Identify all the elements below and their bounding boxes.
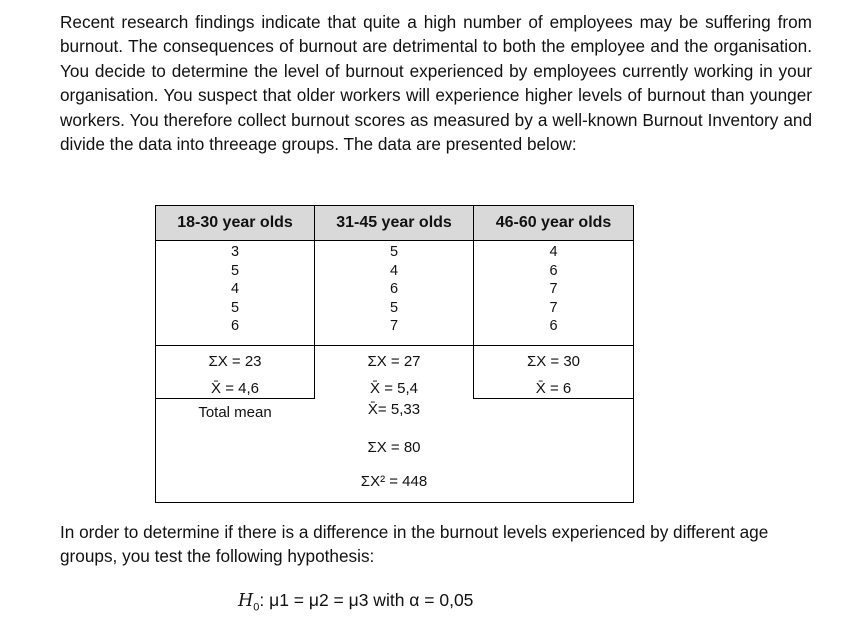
- burnout-data-table: [155, 205, 634, 503]
- null-hypothesis-formula: [238, 590, 473, 614]
- total-sum: ΣX = 80: [367, 439, 421, 456]
- formula-rest: : μ1 = μ2 = μ3 with α = 0,05: [259, 590, 474, 610]
- hypothesis-paragraph: In order to determine if there is a difference in the burnout levels experienced by different age groups, you test the following hypothesis:: [60, 522, 769, 567]
- value-cell: 3: [230, 244, 240, 260]
- value-cell: 4: [389, 262, 399, 279]
- total-sum-squares: ΣX² = 448: [360, 473, 428, 490]
- right-stats-bottom-line: [473, 398, 634, 399]
- value-cell: 6: [389, 281, 399, 297]
- header-46-60: 46-60 year olds: [473, 205, 634, 241]
- values-col-46-60: [473, 243, 634, 336]
- formula-h-subscript: 0: [253, 601, 260, 614]
- values-col-18-30: [155, 243, 315, 336]
- sum-18-30: ΣX = 23: [208, 353, 262, 370]
- mean-31-45: X̄ = 5,4: [370, 380, 418, 397]
- sum-31-45: ΣX = 27: [367, 353, 421, 370]
- left-stats-bottom-line: [155, 398, 314, 399]
- formula-h: H: [238, 591, 254, 611]
- value-cell: 7: [389, 318, 399, 334]
- value-cell: 7: [549, 281, 558, 297]
- value-cell: 7: [549, 299, 558, 316]
- value-cell: 5: [389, 299, 399, 316]
- value-cell: 6: [230, 318, 240, 334]
- header-31-45: 31-45 year olds: [314, 205, 474, 241]
- mean-18-30: X̄ = 4,6: [211, 380, 259, 397]
- value-cell: 6: [549, 262, 558, 279]
- total-mean-label: Total mean: [198, 404, 272, 421]
- value-cell: 6: [549, 318, 558, 334]
- value-cell: 5: [389, 244, 399, 260]
- value-cell: 5: [230, 299, 240, 316]
- total-mean-value: X̄= 5,33: [367, 401, 421, 418]
- values-bottom-line: [155, 345, 634, 346]
- sum-46-60: ΣX = 30: [526, 353, 581, 370]
- mean-46-60: X̄ = 6: [535, 380, 572, 397]
- value-cell: 4: [549, 244, 558, 260]
- intro-paragraph: Recent research findings indicate that quite a high number of employees may be suffering from burnout. The consequences of burnout are detrimental to both the employee and the organisation. You decide to determine the level of burnout experienced by employees currently working in your organisation. You suspect that older workers will experience higher levels of burnout than younger workers. You therefore collect burnout scores as measured by a well-known Burnout Inventory and divide the data into threeage groups. The data are presented below:: [60, 12, 812, 155]
- header-18-30: 18-30 year olds: [155, 205, 315, 241]
- value-cell: 4: [230, 281, 240, 297]
- value-cell: 5: [230, 262, 240, 279]
- values-col-31-45: [314, 243, 474, 336]
